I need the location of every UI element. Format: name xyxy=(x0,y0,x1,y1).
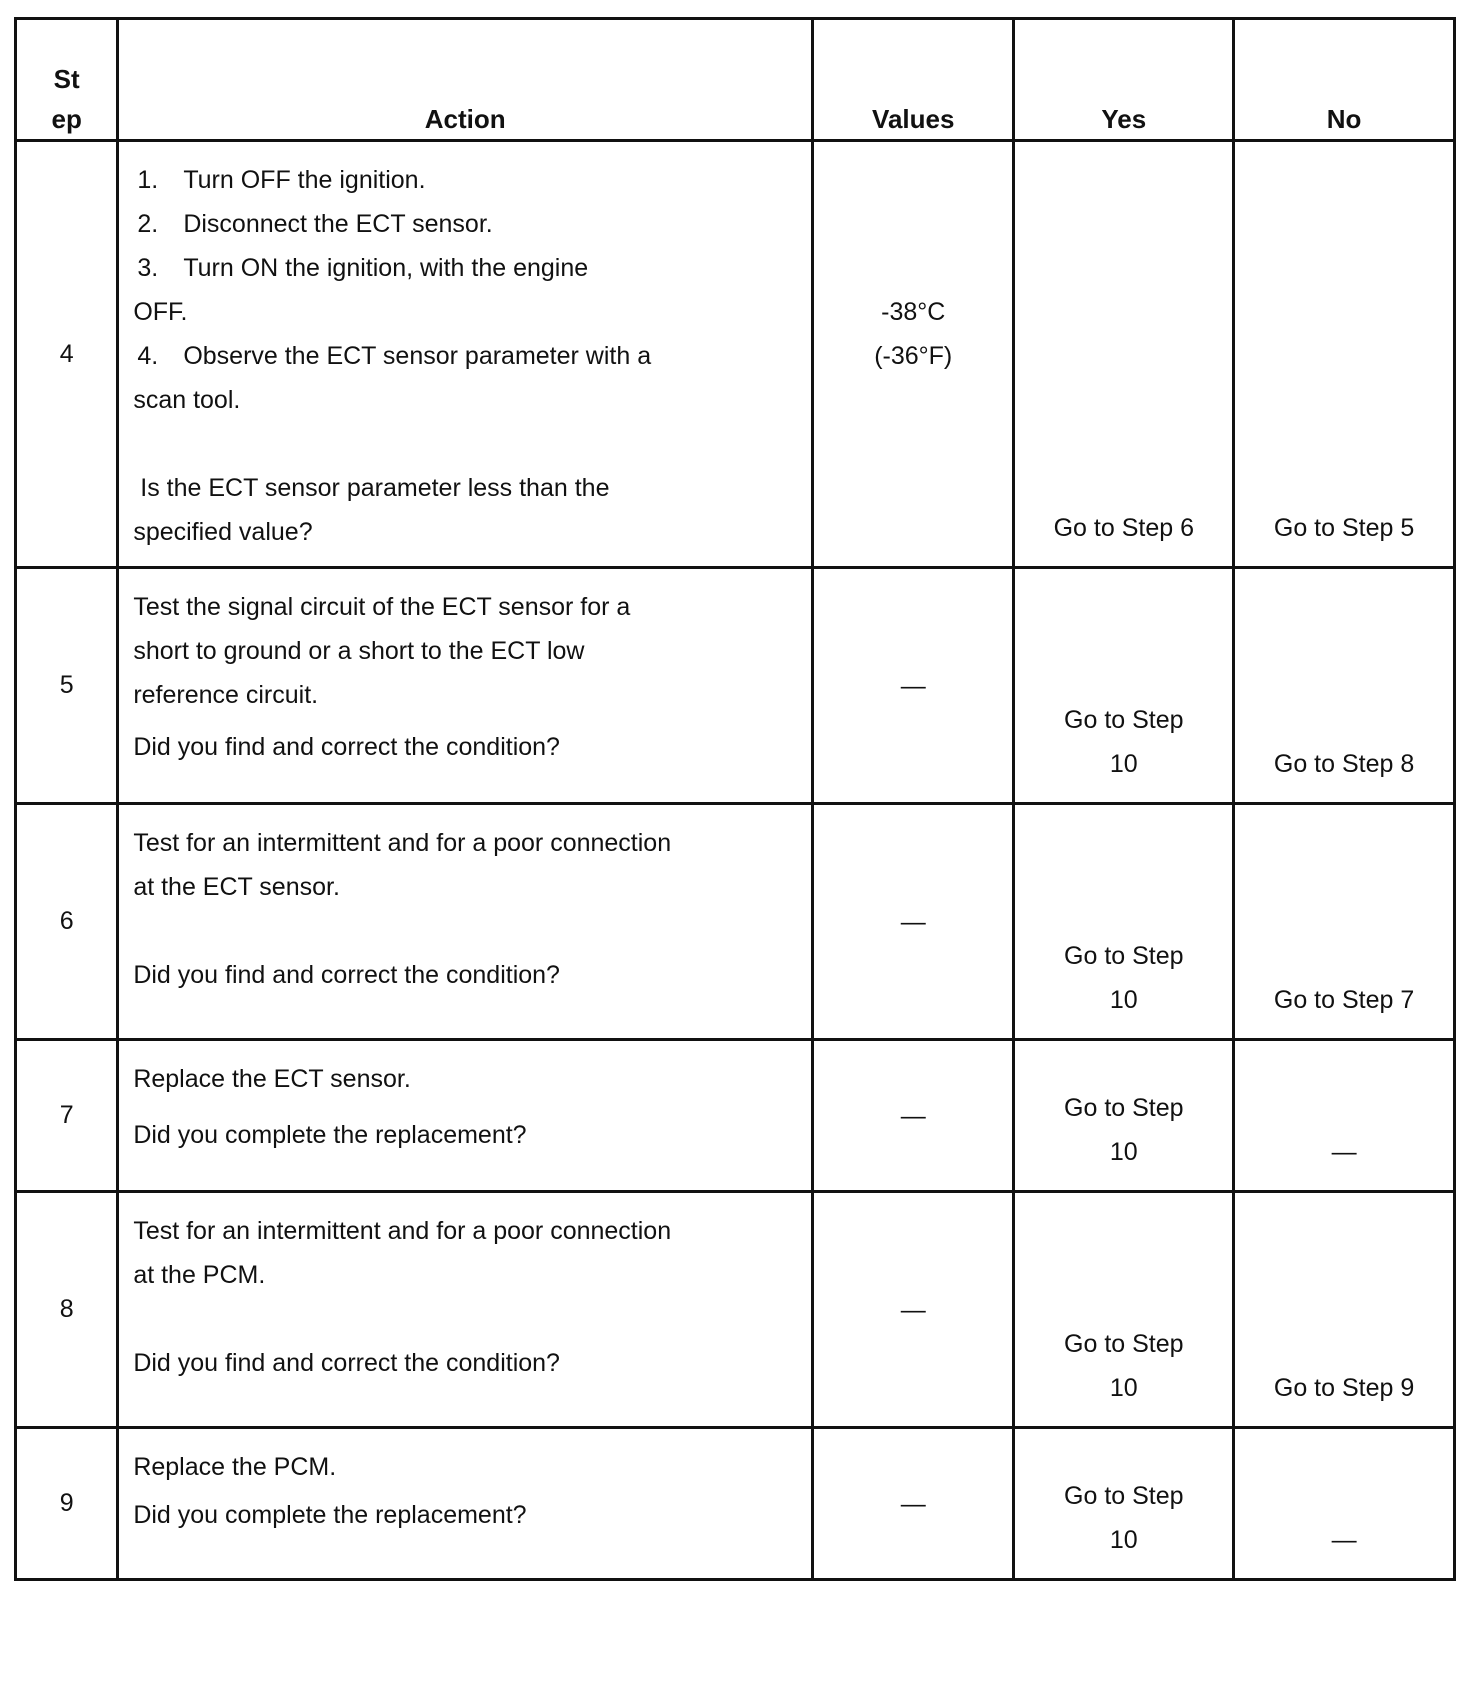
header-action: Action xyxy=(118,19,813,141)
values-cell xyxy=(813,141,1014,568)
action-question-continued: specified value? xyxy=(133,518,313,546)
action-item: 2. Disconnect the ECT sensor. xyxy=(137,210,493,238)
action-text: Replace the PCM. xyxy=(133,1453,337,1481)
no-cell: Go to Step 8 xyxy=(1234,568,1455,804)
action-text: reference circuit. xyxy=(133,681,319,709)
yes-cell: Go to Step 10 xyxy=(1014,804,1234,1040)
action-cell xyxy=(118,1040,813,1192)
action-question: Did you find and correct the condition? xyxy=(133,733,560,761)
header-step-line-2: ep xyxy=(51,104,82,134)
action-cell xyxy=(118,804,813,1040)
no-cell: Go to Step 9 xyxy=(1234,1192,1455,1428)
header-yes: Yes xyxy=(1014,19,1234,141)
action-cell xyxy=(118,141,813,568)
action-item: 1. Turn OFF the ignition. xyxy=(137,166,426,194)
value-celsius: -38°C xyxy=(881,298,946,326)
header-step xyxy=(16,19,118,141)
step-number: 4 xyxy=(16,141,118,568)
table-row xyxy=(16,1428,1455,1580)
table-row xyxy=(16,804,1455,1040)
no-cell: — xyxy=(1234,1040,1455,1192)
action-text: short to ground or a short to the ECT low xyxy=(133,637,585,665)
table-row xyxy=(16,568,1455,804)
action-item-continued: OFF. xyxy=(133,298,188,326)
action-question: Did you find and correct the condition? xyxy=(133,1349,560,1377)
diagnostic-steps-table xyxy=(14,17,1456,1581)
action-item: 4. Observe the ECT sensor parameter with a xyxy=(137,342,652,370)
yes-cell: Go to Step 6 xyxy=(1014,141,1234,568)
value-fahrenheit: (-36°F) xyxy=(874,342,953,370)
action-cell xyxy=(118,1192,813,1428)
step-number: 7 xyxy=(16,1040,118,1192)
table-row xyxy=(16,1040,1455,1192)
no-cell: — xyxy=(1234,1428,1455,1580)
action-text: at the ECT sensor. xyxy=(133,873,340,901)
action-cell xyxy=(118,1428,813,1580)
action-cell xyxy=(118,568,813,804)
header-row xyxy=(16,19,1455,141)
action-question: Is the ECT sensor parameter less than the xyxy=(133,474,610,502)
action-text: Test the signal circuit of the ECT sensor for a xyxy=(133,593,631,621)
action-item-continued: scan tool. xyxy=(133,386,241,414)
no-cell: Go to Step 5 xyxy=(1234,141,1455,568)
yes-cell: Go to Step 10 xyxy=(1014,568,1234,804)
yes-cell: Go to Step 10 xyxy=(1014,1040,1234,1192)
action-text: at the PCM. xyxy=(133,1261,266,1289)
action-text: Test for an intermittent and for a poor connection xyxy=(133,829,672,857)
header-values: Values xyxy=(813,19,1014,141)
values-cell: — xyxy=(813,1428,1014,1580)
diagnostic-table-container xyxy=(14,17,1456,1581)
header-no: No xyxy=(1234,19,1455,141)
action-question: Did you complete the replacement? xyxy=(133,1501,527,1529)
yes-cell: Go to Step 10 xyxy=(1014,1428,1234,1580)
table-row xyxy=(16,1192,1455,1428)
values-cell: — xyxy=(813,568,1014,804)
action-text: Replace the ECT sensor. xyxy=(133,1065,411,1093)
action-question: Did you find and correct the condition? xyxy=(133,961,560,989)
yes-cell: Go to Step 10 xyxy=(1014,1192,1234,1428)
action-item: 3. Turn ON the ignition, with the engine xyxy=(137,254,589,282)
table-row xyxy=(16,141,1455,568)
step-number: 5 xyxy=(16,568,118,804)
step-number: 8 xyxy=(16,1192,118,1428)
action-question: Did you complete the replacement? xyxy=(133,1121,527,1149)
values-cell: — xyxy=(813,1192,1014,1428)
values-cell: — xyxy=(813,804,1014,1040)
values-cell: — xyxy=(813,1040,1014,1192)
action-text: Test for an intermittent and for a poor connection xyxy=(133,1217,672,1245)
header-step-line-1: St xyxy=(53,64,80,94)
no-cell: Go to Step 7 xyxy=(1234,804,1455,1040)
step-number: 9 xyxy=(16,1428,118,1580)
step-number: 6 xyxy=(16,804,118,1040)
